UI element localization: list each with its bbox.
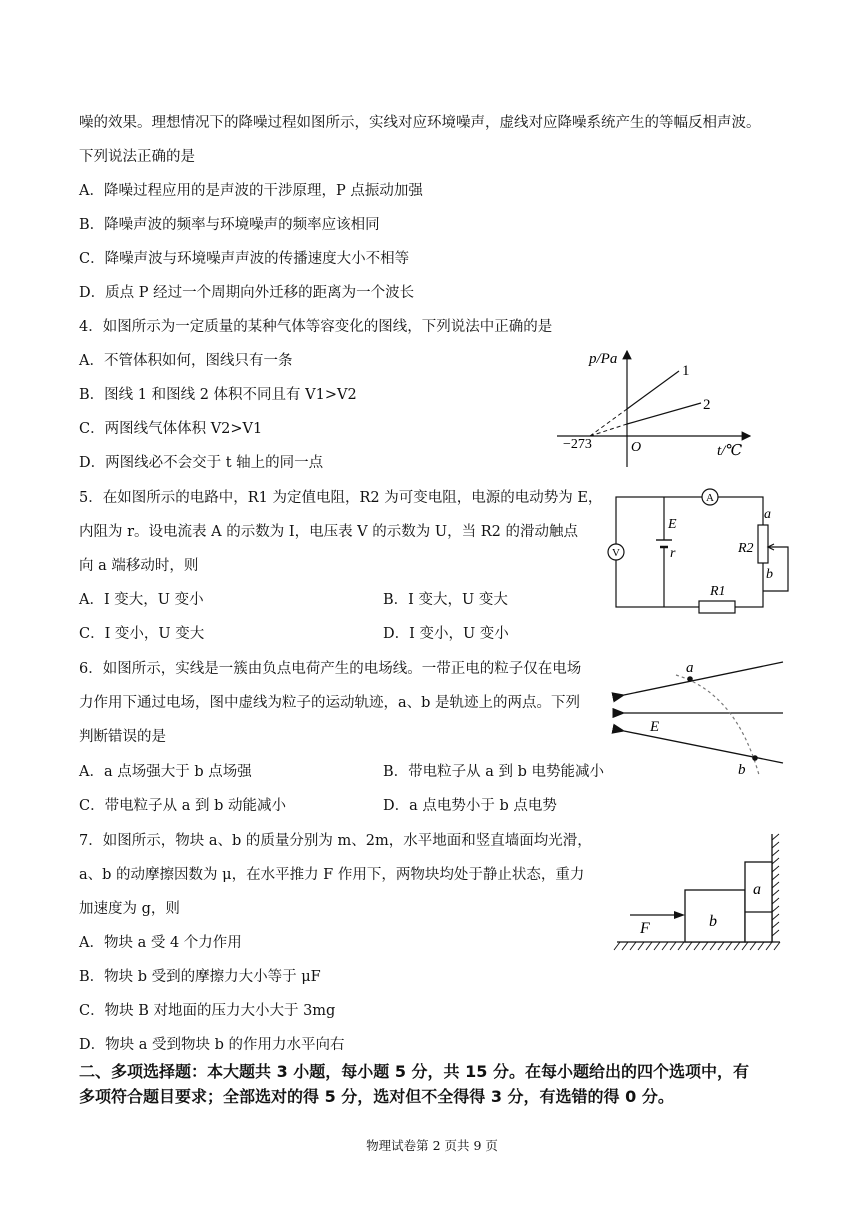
q7-block-b-label: b	[709, 913, 717, 930]
q6-option-a: A．a 点场强大于 b 点场强	[79, 764, 252, 780]
q4-option-d: D．两图线必不会交于 t 轴上的同一点	[79, 455, 324, 471]
q3-option-d: D．质点 P 经过一个周期向外迁移的距离为一个波长	[79, 285, 415, 301]
q3-option-c: C．降噪声波与环境噪声声波的传播速度大小不相等	[79, 251, 410, 267]
q4-pt-graph	[555, 345, 755, 470]
q7-stem-line1: 7．如图所示，物块 a、b 的质量分别为 m、2m，水平地面和竖直墙面均光滑，	[79, 833, 592, 849]
page-footer: 物理试卷第 2 页共 9 页	[366, 1138, 498, 1153]
q5-option-b: B．I 变大，U 变大	[383, 592, 508, 608]
q7-stem-line3: 加速度为 g，则	[79, 901, 180, 917]
q5-r-label: r	[670, 546, 676, 561]
q4-stem: 4．如图所示为一定质量的某种气体等容变化的图线，下列说法中正确的是	[79, 319, 553, 335]
q6-point-a	[687, 676, 693, 682]
q6-option-b: B．带电粒子从 a 到 b 电势能减小	[383, 764, 605, 780]
q5-stem-line2: 内阻为 r。设电流表 A 的示数为 I，电压表 V 的示数为 U，当 R2 的滑动触点	[79, 524, 578, 540]
q5-r1-label: R1	[710, 584, 726, 599]
q5-r2-label: R2	[738, 541, 754, 556]
q6-field-diagram	[618, 655, 793, 780]
q3-stem-line2: 下列说法正确的是	[79, 149, 195, 165]
q6-stem-line3: 判断错误的是	[79, 729, 166, 745]
q6-point-b	[752, 755, 758, 761]
q6-field-line-bottom	[624, 731, 783, 763]
q7-option-d: D．物块 a 受到物块 b 的作用力水平向右	[79, 1037, 345, 1053]
q5-r2-resistor	[758, 525, 768, 563]
q4-option-a: A．不管体积如何，图线只有一条	[79, 353, 293, 369]
q7-option-c: C．物块 B 对地面的压力大小大于 3mg	[79, 1003, 336, 1019]
q4-y-axis-label: p/Pa	[589, 351, 618, 367]
q5-r1-resistor	[699, 601, 735, 613]
q5-end-a-label: a	[764, 507, 771, 522]
q5-emf-label: E	[668, 517, 677, 532]
q5-stem-line3: 向 a 端移动时，则	[79, 558, 199, 574]
q6-point-a-label: a	[686, 660, 694, 676]
q4-line1	[627, 371, 679, 409]
q6-point-b-label: b	[738, 762, 746, 778]
q6-option-c: C．带电粒子从 a 到 b 动能减小	[79, 798, 286, 814]
q4-line1-extension	[590, 409, 627, 436]
q6-stem-line2: 力作用下通过电场，图中虚线为粒子的运动轨迹，a、b 是轨迹上的两点。下列	[79, 695, 581, 711]
q5-option-d: D．I 变小，U 变小	[383, 626, 509, 642]
q4-origin-label: O	[631, 440, 642, 455]
section2-heading-line2: 多项符合题目要求；全部选对的得 5 分，选对但不全得得 3 分，有选错的得 0 分。	[79, 1087, 674, 1106]
q6-stem-line1: 6．如图所示，实线是一簇由负点电荷产生的电场线。一带正电的粒子仅在电场	[79, 661, 582, 677]
section2-heading-line1: 二、多项选择题：本大题共 3 小题，每小题 5 分，共 15 分。在每小题给出的四个选项中，有	[79, 1062, 749, 1081]
q5-ammeter-label: A	[706, 492, 714, 504]
q4-tick-label: −273	[563, 437, 592, 452]
q5-option-c: C．I 变小，U 变大	[79, 626, 205, 642]
q7-option-b: B．物块 b 受到的摩擦力大小等于 μF	[79, 969, 321, 985]
q3-option-b: B．降噪声波的频率与环境噪声的频率应该相同	[79, 217, 380, 233]
q4-option-c: C．两图线气体体积 V2>V1	[79, 421, 263, 437]
q6-field-label: E	[650, 719, 660, 735]
q4-x-axis-label: t/℃	[717, 443, 743, 459]
q4-line2	[627, 403, 701, 424]
q5-circuit-diagram	[598, 487, 798, 617]
q4-line1-label: 1	[682, 363, 690, 379]
q7-blocks-diagram	[612, 832, 787, 957]
q7-block-a-label: a	[753, 881, 761, 898]
q3-stem-line1: 噪的效果。理想情况下的降噪过程如图所示，实线对应环境噪声，虚线对应降噪系统产生的等幅反相声波。	[79, 115, 761, 131]
q6-option-d: D．a 点电势小于 b 点电势	[383, 798, 557, 814]
q6-field-line-top	[624, 662, 783, 695]
q4-line2-extension	[590, 424, 627, 436]
q7-stem-line2: a、b 的动摩擦因数为 μ，在水平推力 F 作用下，两物块均处于静止状态，重力	[79, 867, 585, 883]
q4-option-b: B．图线 1 和图线 2 体积不同且有 V1>V2	[79, 387, 357, 403]
q7-option-a: A．物块 a 受 4 个力作用	[79, 935, 242, 951]
q4-line2-label: 2	[703, 397, 711, 413]
q3-option-a: A．降噪过程应用的是声波的干涉原理，P 点振动加强	[79, 183, 423, 199]
q5-end-b-label: b	[766, 567, 773, 582]
q7-block-a	[745, 862, 772, 942]
q6-trajectory	[676, 675, 759, 775]
q5-stem-line1: 5．在如图所示的电路中，R1 为定值电阻，R2 为可变电阻，电源的电动势为 E，	[79, 490, 603, 506]
q7-force-label: F	[640, 920, 650, 937]
q5-voltmeter-label: V	[612, 547, 620, 559]
q5-option-a: A．I 变大，U 变小	[79, 592, 204, 608]
